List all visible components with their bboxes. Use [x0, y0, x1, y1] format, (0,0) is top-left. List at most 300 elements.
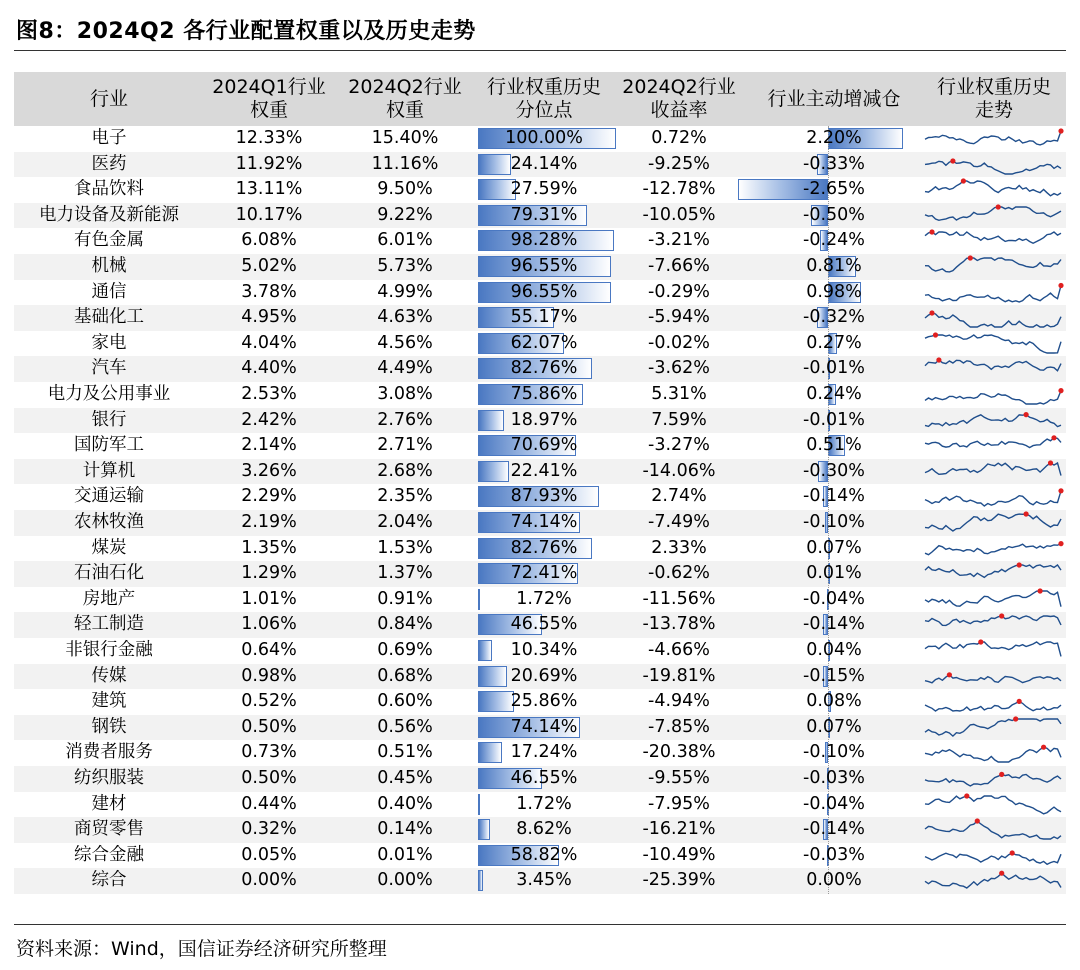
sparkline-path [925, 391, 1061, 404]
active-change-cell-text: 0.27% [806, 332, 862, 353]
sparkline-max-marker [929, 311, 934, 316]
return-cell-text: -25.39% [642, 870, 716, 891]
q1-weight-cell-text: 0.00% [241, 870, 297, 891]
percentile-cell [476, 689, 612, 715]
q2-weight-cell [340, 177, 470, 203]
active-change-cell-text: -0.15% [803, 665, 865, 686]
percentile-cell [476, 408, 612, 434]
industry-cell [14, 203, 204, 229]
sparkline-path [925, 748, 1061, 763]
industry-cell [14, 331, 204, 357]
active-change-cell-text: 0.51% [806, 435, 862, 456]
weight-trend-sparkline [922, 715, 1064, 741]
active-change-cell [746, 510, 922, 536]
active-change-cell-text: -0.01% [803, 358, 865, 379]
percentile-cell-text: 24.14% [510, 153, 578, 174]
industry-cell-text: 机械 [91, 256, 127, 276]
q1-weight-cell [204, 280, 334, 306]
percentile-cell [476, 766, 612, 792]
q2-weight-cell-text: 9.50% [377, 179, 433, 200]
percentile-cell-text: 58.82% [510, 844, 578, 865]
sparkline-path [925, 543, 1061, 554]
industry-cell-text: 非银行金融 [65, 640, 153, 660]
return-cell [612, 228, 746, 254]
return-cell [612, 484, 746, 510]
percentile-cell-text: 75.86% [510, 384, 578, 404]
q2-weight-cell [340, 433, 470, 459]
q1-weight-cell [204, 203, 334, 229]
table-row [14, 331, 1066, 357]
q1-weight-cell-text: 0.32% [241, 819, 297, 840]
active-change-cell-text: -0.04% [803, 588, 865, 609]
sparkline-max-marker [975, 819, 980, 824]
header-q1-line2: 权重 [249, 99, 288, 121]
weight-trend-sparkline [922, 408, 1064, 434]
table-row [14, 843, 1066, 869]
weight-trend-sparkline [922, 280, 1064, 306]
sparkline-max-marker [929, 230, 934, 235]
active-change-cell [746, 177, 922, 203]
table-row [14, 561, 1066, 587]
return-cell [612, 689, 746, 715]
return-cell-text: -10.05% [642, 204, 716, 225]
q1-weight-cell [204, 587, 334, 613]
q2-weight-cell [340, 587, 470, 613]
sparkline-max-marker [933, 332, 938, 337]
weight-trend-sparkline [922, 331, 1064, 357]
header-q2-weight [340, 72, 470, 126]
sparkline-path [925, 674, 1061, 682]
industry-cell [14, 484, 204, 510]
header-pct-line1: 行业权重历史 [486, 76, 601, 98]
q2-weight-cell-text: 2.76% [377, 409, 433, 430]
sparkline-path [925, 821, 1061, 839]
q2-weight-cell [340, 612, 470, 638]
industry-cell-text: 钢铁 [91, 716, 127, 737]
industry-cell [14, 408, 204, 434]
return-cell-text: -12.78% [642, 179, 716, 200]
q1-weight-cell [204, 228, 334, 254]
q1-weight-cell [204, 484, 334, 510]
weight-trend-sparkline [922, 510, 1064, 536]
industry-cell [14, 305, 204, 331]
industry-cell-text: 计算机 [82, 460, 136, 481]
q1-weight-cell-text: 6.08% [241, 230, 297, 251]
q1-weight-cell-text: 1.35% [241, 537, 297, 558]
sparkline-path [925, 491, 1061, 506]
q2-weight-cell [340, 843, 470, 869]
weight-trend-sparkline [922, 459, 1064, 485]
industry-cell [14, 817, 204, 843]
industry-cell-text: 基础化工 [74, 307, 144, 328]
q1-weight-cell [204, 536, 334, 562]
active-change-cell [746, 536, 922, 562]
sparkline-path [925, 642, 1061, 656]
sparkline-max-marker [999, 871, 1004, 876]
industry-cell [14, 510, 204, 536]
q2-weight-cell-text: 0.56% [377, 716, 433, 737]
industry-cell-text: 电力设备及新能源 [39, 204, 179, 225]
return-cell-text: 0.72% [651, 128, 707, 148]
header-q1-weight [204, 72, 334, 126]
return-cell-text: -7.95% [648, 793, 710, 814]
q2-weight-cell [340, 254, 470, 280]
percentile-cell [476, 510, 612, 536]
source-note: 资料来源：Wind，国信证券经济研究所整理 [16, 938, 387, 960]
percentile-cell-text: 55.17% [510, 307, 578, 328]
q1-weight-cell [204, 305, 334, 331]
percentile-cell-text: 27.59% [510, 179, 578, 200]
q1-weight-cell-text: 11.92% [235, 153, 303, 174]
weight-trend-sparkline [922, 382, 1064, 408]
header-active-line1: 行业主动增减仓 [767, 87, 901, 110]
table-row [14, 356, 1066, 382]
return-cell [612, 612, 746, 638]
sparkline-path [925, 335, 1061, 353]
header-trend [922, 72, 1066, 126]
industry-cell [14, 689, 204, 715]
active-change-cell [746, 203, 922, 229]
active-change-cell [746, 459, 922, 485]
return-cell [612, 305, 746, 331]
q2-weight-cell [340, 331, 470, 357]
industry-cell-text: 汽车 [91, 358, 127, 379]
return-cell [612, 715, 746, 741]
chart-title: 图8：2024Q2 各行业配置权重以及历史走势 [16, 19, 476, 44]
q2-weight-cell [340, 664, 470, 690]
percentile-cell [476, 331, 612, 357]
table-row [14, 612, 1066, 638]
percentile-cell [476, 280, 612, 306]
percentile-cell [476, 356, 612, 382]
percentile-cell-text: 96.55% [510, 256, 578, 276]
header-industry-line1: 行业 [89, 87, 128, 110]
industry-cell [14, 382, 204, 408]
q2-weight-cell-text: 4.99% [377, 281, 433, 302]
active-change-cell [746, 766, 922, 792]
sparkline-path [925, 796, 1061, 814]
q2-weight-cell [340, 868, 470, 894]
industry-cell-text: 纺织服装 [74, 768, 144, 788]
sparkline-max-marker [1058, 282, 1063, 287]
industry-cell-text: 建材 [91, 793, 127, 814]
q2-weight-cell [340, 510, 470, 536]
sparkline-max-marker [968, 255, 973, 260]
return-cell-text: -19.81% [642, 665, 716, 686]
percentile-cell-text: 1.72% [516, 793, 572, 814]
q2-weight-cell [340, 561, 470, 587]
header-q2-line1: 2024Q2行业 [348, 76, 462, 98]
q2-weight-cell [340, 536, 470, 562]
sparkline-path [925, 616, 1061, 625]
return-cell [612, 740, 746, 766]
sparkline-path [925, 774, 1061, 786]
table-row [14, 638, 1066, 664]
industry-cell-text: 石油石化 [74, 563, 144, 584]
sparkline-max-marker [964, 793, 969, 798]
return-cell [612, 843, 746, 869]
return-cell [612, 408, 746, 434]
q1-weight-cell-text: 1.29% [241, 563, 297, 584]
industry-cell [14, 664, 204, 690]
q1-weight-cell-text: 0.52% [241, 691, 297, 712]
q2-weight-cell-text: 0.45% [377, 768, 433, 788]
industry-cell-text: 电子 [91, 128, 127, 148]
top-rule [14, 50, 1066, 51]
industry-cell-text: 有色金属 [74, 230, 144, 251]
table-row [14, 740, 1066, 766]
q1-weight-cell [204, 766, 334, 792]
return-cell-text: 5.31% [651, 384, 707, 404]
active-change-cell-text: -0.04% [803, 793, 865, 814]
industry-cell-text: 综合金融 [74, 844, 144, 865]
return-cell-text: -0.02% [648, 332, 710, 353]
percentile-cell [476, 484, 612, 510]
table-row [14, 254, 1066, 280]
q1-weight-cell-text: 12.33% [235, 128, 303, 148]
return-cell-text: -7.66% [648, 256, 710, 276]
percentile-cell [476, 203, 612, 229]
q2-weight-cell [340, 689, 470, 715]
active-change-cell [746, 664, 922, 690]
percentile-cell [476, 382, 612, 408]
return-cell [612, 203, 746, 229]
weight-trend-sparkline [922, 228, 1064, 254]
return-cell-text: 2.33% [651, 537, 707, 558]
return-cell-text: 2.74% [651, 486, 707, 507]
table-row [14, 280, 1066, 306]
percentile-cell-text: 82.76% [510, 537, 578, 558]
sparkline-max-marker [961, 179, 966, 184]
active-change-cell [746, 126, 922, 152]
sparkline-max-marker [1041, 745, 1046, 750]
percentile-cell [476, 638, 612, 664]
q2-weight-cell-text: 3.08% [377, 384, 433, 404]
sparkline-max-marker [947, 672, 952, 677]
active-change-cell [746, 331, 922, 357]
bottom-rule [14, 924, 1066, 925]
percentile-cell [476, 433, 612, 459]
return-cell [612, 254, 746, 280]
active-change-cell-text: 0.24% [806, 384, 862, 404]
return-cell [612, 280, 746, 306]
q1-weight-cell [204, 356, 334, 382]
header-active-change [746, 72, 922, 126]
active-change-cell [746, 612, 922, 638]
return-cell-text: -16.21% [642, 819, 716, 840]
q1-weight-cell-text: 0.64% [241, 640, 297, 660]
q2-weight-cell-text: 15.40% [371, 128, 439, 148]
weight-trend-sparkline [922, 203, 1064, 229]
header-q2-line2: 权重 [385, 99, 424, 121]
return-cell-text: -9.55% [648, 768, 710, 788]
q1-weight-cell-text: 0.98% [241, 665, 297, 686]
industry-cell-text: 商贸零售 [74, 819, 144, 840]
percentile-cell [476, 740, 612, 766]
q1-weight-cell [204, 792, 334, 818]
q2-weight-cell [340, 305, 470, 331]
percentile-cell [476, 126, 612, 152]
return-cell-text: -10.49% [642, 844, 716, 865]
q1-weight-cell [204, 740, 334, 766]
industry-cell-text: 房地产 [82, 588, 136, 609]
q2-weight-cell-text: 2.68% [377, 460, 433, 481]
sparkline-path [925, 131, 1061, 145]
q2-weight-cell [340, 792, 470, 818]
return-cell [612, 638, 746, 664]
sparkline-max-marker [1051, 435, 1056, 440]
q2-weight-cell-text: 4.49% [377, 358, 433, 379]
industry-cell-text: 银行 [91, 409, 127, 430]
active-change-cell [746, 561, 922, 587]
active-change-cell-text: -0.10% [803, 512, 865, 532]
q1-weight-cell-text: 1.06% [241, 614, 297, 635]
table-row [14, 715, 1066, 741]
industry-cell-text: 消费者服务 [65, 742, 153, 763]
active-change-cell-text: 0.08% [806, 691, 862, 712]
percentile-cell-text: 3.45% [516, 870, 572, 891]
percentile-cell-text: 22.41% [510, 460, 578, 481]
q1-weight-cell-text: 0.05% [241, 844, 297, 865]
header-percentile [476, 72, 612, 126]
percentile-cell [476, 664, 612, 690]
q1-weight-cell [204, 715, 334, 741]
q2-weight-cell-text: 6.01% [377, 230, 433, 251]
table-row [14, 536, 1066, 562]
active-change-cell-text: 2.20% [806, 128, 862, 148]
return-cell [612, 152, 746, 178]
percentile-cell [476, 587, 612, 613]
return-cell-text: -0.29% [648, 281, 710, 302]
active-change-cell [746, 484, 922, 510]
weight-trend-sparkline [922, 766, 1064, 792]
return-cell-text: -3.62% [648, 358, 710, 379]
percentile-cell [476, 459, 612, 485]
weight-trend-sparkline [922, 689, 1064, 715]
table-row [14, 433, 1066, 459]
weight-trend-sparkline [922, 664, 1064, 690]
q1-weight-cell-text: 2.19% [241, 512, 297, 532]
q1-weight-cell [204, 817, 334, 843]
weight-trend-sparkline [922, 740, 1064, 766]
weight-trend-sparkline [922, 152, 1064, 178]
sparkline-path [925, 853, 1061, 864]
return-cell-text: -3.27% [648, 435, 710, 456]
q1-weight-cell-text: 10.17% [235, 204, 303, 225]
sparkline-path [925, 360, 1061, 371]
industry-cell [14, 868, 204, 894]
active-change-cell-text: -0.32% [803, 307, 865, 328]
sparkline-max-marker [950, 158, 955, 163]
weight-trend-sparkline [922, 254, 1064, 280]
header-ret-line1: 2024Q2行业 [622, 76, 736, 98]
percentile-cell [476, 177, 612, 203]
q2-weight-cell [340, 152, 470, 178]
industry-cell-text: 轻工制造 [74, 614, 144, 635]
active-change-cell [746, 280, 922, 306]
active-change-cell-text: 0.00% [806, 870, 862, 891]
percentile-cell-text: 46.55% [510, 614, 578, 635]
active-change-cell-text: -0.14% [803, 614, 865, 635]
return-cell [612, 433, 746, 459]
table-row [14, 177, 1066, 203]
table-row [14, 126, 1066, 152]
sparkline-max-marker [1058, 541, 1063, 546]
return-cell [612, 331, 746, 357]
active-change-cell [746, 382, 922, 408]
q1-weight-cell-text: 13.11% [235, 179, 303, 200]
percentile-cell [476, 254, 612, 280]
industry-cell [14, 766, 204, 792]
table-row [14, 868, 1066, 894]
q1-weight-cell [204, 510, 334, 536]
weight-trend-sparkline [922, 177, 1064, 203]
return-cell-text: -9.25% [648, 153, 710, 174]
percentile-cell [476, 868, 612, 894]
q2-weight-cell-text: 2.04% [377, 512, 433, 532]
percentile-cell-text: 1.72% [516, 588, 572, 609]
table-row [14, 766, 1066, 792]
q2-weight-cell [340, 356, 470, 382]
table-row [14, 228, 1066, 254]
q1-weight-cell [204, 689, 334, 715]
sparkline-max-marker [999, 614, 1004, 619]
q1-weight-cell [204, 459, 334, 485]
q1-weight-cell [204, 664, 334, 690]
active-change-cell-text: 0.07% [806, 537, 862, 558]
percentile-cell-text: 18.97% [510, 409, 578, 430]
sparkline-path [925, 181, 1061, 196]
sparkline-path [925, 565, 1061, 577]
weight-trend-sparkline [922, 536, 1064, 562]
q2-weight-cell-text: 11.16% [371, 153, 439, 174]
percentile-cell-text: 74.14% [510, 512, 578, 532]
industry-cell [14, 536, 204, 562]
industry-cell [14, 740, 204, 766]
percentile-cell-text: 79.31% [510, 204, 578, 225]
active-change-cell-text: -0.50% [803, 204, 865, 225]
active-change-cell [746, 843, 922, 869]
sparkline-path [925, 438, 1061, 448]
q1-weight-cell-text: 4.04% [241, 332, 297, 353]
weight-trend-sparkline [922, 792, 1064, 818]
industry-cell-text: 煤炭 [91, 537, 127, 558]
industry-cell [14, 433, 204, 459]
q1-weight-cell-text: 3.26% [241, 460, 297, 481]
weight-trend-sparkline [922, 433, 1064, 459]
industry-cell-text: 综合 [91, 870, 127, 891]
active-change-cell [746, 868, 922, 894]
active-change-cell [746, 689, 922, 715]
sparkline-max-marker [978, 639, 983, 644]
return-cell [612, 382, 746, 408]
table-header [14, 72, 1066, 126]
active-change-cell-text: 0.98% [806, 281, 862, 302]
return-cell-text: -20.38% [642, 742, 716, 763]
q1-weight-cell [204, 868, 334, 894]
industry-cell [14, 612, 204, 638]
header-return [612, 72, 746, 126]
percentile-cell [476, 612, 612, 638]
percentile-cell-text: 62.07% [510, 332, 578, 353]
sparkline-max-marker [1013, 716, 1018, 721]
return-cell-text: -7.85% [648, 716, 710, 737]
q1-weight-cell [204, 382, 334, 408]
q1-weight-cell-text: 4.40% [241, 358, 297, 379]
return-cell-text: -4.66% [648, 640, 710, 660]
header-pct-line2: 分位点 [515, 99, 573, 121]
q1-weight-cell-text: 0.50% [241, 768, 297, 788]
